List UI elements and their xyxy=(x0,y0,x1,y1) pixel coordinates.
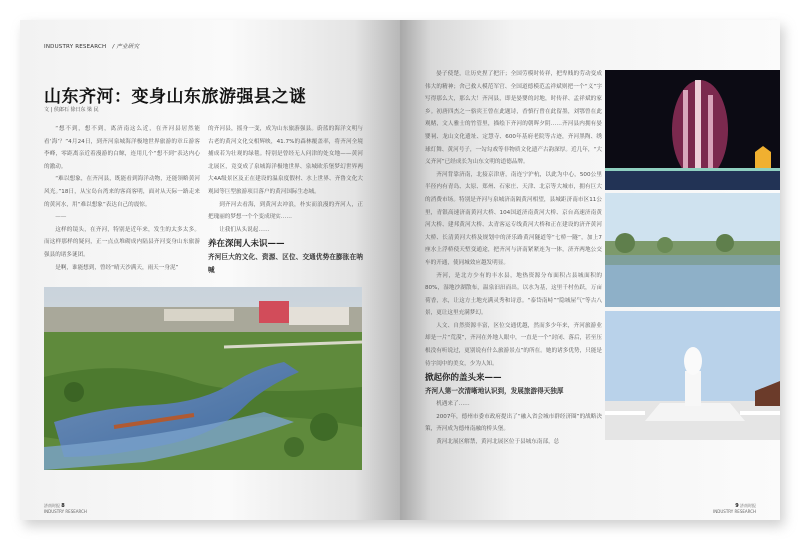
separator: —— xyxy=(55,214,67,221)
paragraph: 让我们从头说起…… xyxy=(219,226,270,233)
article-title: 山东齐河：变身山东旅游强县之谜 xyxy=(44,87,307,107)
statue-photo xyxy=(605,311,780,440)
left-folio xyxy=(44,503,87,514)
lake-photo xyxy=(605,193,780,307)
river-park-photo xyxy=(44,287,362,470)
paragraph: 齐河背靠济南，北接京津唐，南连宁沪杭，以此为中心，500公里半径内有青岛、太原、郑州、石家庄、天津、北京等大城市，拥有巨大的消费市场。特别是齐河与泉城济南隔黄河相望，县城距济南市区11公里，青银高速济南黄河大桥、104国道济南黄河大桥、京台高速济南黄河大桥、建邦黄河大桥、太青客运专线黄河大桥和正在建设的济齐黄河大桥、长清黄河大桥及规划中的济乐路黄河隧道等“七桥一隧”，加上7座水上浮桥使天堑变通途，把齐河与济南紧紧连为一体，济齐两地公交车的开通，使同城效应越发明显。 xyxy=(425,171,602,266)
paragraph: 齐河，是北方少有的丰水县，地热资源分布面积占县城面积的80%，湿地沙湖散布，温泉汩汩而出。以水为基，这里千村鱼跃，万亩荷香，水，让这方土地充满灵秀和诗意。“泰岱南峙”“隐城屋气”等古八景，更让这里充满梦幻。 xyxy=(425,272,602,317)
folio-label-en: INDUSTRY RESEARCH xyxy=(713,509,756,514)
section-heading: 掀起你的盖头来—— xyxy=(425,373,502,384)
section-cn: / 产业研究 xyxy=(112,44,140,50)
paragraph: “想不到，想不到，离济南这么近，在齐河县居然能看‘海’？”4月24日，到齐河泉城海洋极地世界旅游的章丘游客李峰，零距离亲近着漫游的白鲸，连用几个“想不到”表达内心的激动。 xyxy=(44,126,200,170)
page-number: 8 xyxy=(61,503,65,509)
column-2 xyxy=(208,123,363,277)
folio-label-en: INDUSTRY RESEARCH xyxy=(44,509,87,514)
right-page xyxy=(400,20,780,520)
paragraph: 到齐河去看海，到黄河去冲浪，朴实而浪漫的齐河人，正把瑰丽的梦想一个个变成现实…… xyxy=(208,201,363,221)
paragraph: 2007年，德州市委市政府提出了“融入省会城市群经济圈”的战略决策，齐河成为德州南融的桥头堡。 xyxy=(425,413,602,433)
paragraph: 人文、自然资源丰富，区位交通优越，然而多少年来，齐河旅游业却是一片“荒漠”，齐河在外地人眼中，一直是一个“封闭、落后，甚至压根没有听说过，更别说有什么旅游景点”的所在。她的诸多优势，只能是待字闺中的美女，少为人知。 xyxy=(425,322,602,367)
right-folio xyxy=(713,503,756,514)
section-header xyxy=(44,42,139,50)
left-page xyxy=(20,20,400,520)
section-heading: 养在深闺人未识—— xyxy=(208,239,285,250)
section-subheading: 齐河人第一次清晰地认识到，发展旅游得天独厚 xyxy=(425,387,564,396)
paragraph: 黄河北展区解禁，黄河北展区位于县城东南部，总 xyxy=(436,439,560,446)
section-en: INDUSTRY RESEARCH xyxy=(44,44,107,50)
column-1 xyxy=(44,123,200,274)
paragraph: 这样的镜头，在齐河，特别是近年来，发生的太多太多。而这样那样的疑问，正一点点堆砌成内陆县齐河变身山东旅游强县的诸多谜团。 xyxy=(44,226,200,258)
folio-label: 济南时报 xyxy=(740,503,756,508)
paragraph: “难以想象，在齐河县，既能看到海洋动物，还能领略黄河风光。”18日，从宝岛台湾来的客商客明，面对从天际一路走来的黄河水，用“难以想象”表达自己的震惊。 xyxy=(44,176,200,208)
fountain-night-photo xyxy=(605,70,780,190)
section-subheading: 齐河巨大的文化、资源、区位、交通优势在膨胀在呐喊 xyxy=(208,253,363,275)
page-number: 9 xyxy=(735,503,739,509)
paragraph: 机遇来了…… xyxy=(436,401,470,408)
folio-label: 济南时报 xyxy=(44,503,60,508)
byline: 文 | 侯郎石 徐日东 梁 民 xyxy=(44,107,99,113)
paragraph: 的齐河县，摇身一变，成为山东旅游强县。蔚蓝的海洋文明与古老的黄河文化交相辉映，41.7%的森林覆盖率，将齐河全境捕成若为壮观的绿毯。特别是曾经无人问津的处女地——黄河北展区，竟变成了泉城海洋极地世界、泉城欧乐堡梦幻世界两大4A级景区及正在建设的温泉度假村、水上世界、齐鲁文化大观园等巨型旅游项目落户的黄河国际生态城。 xyxy=(208,126,363,195)
paragraph: 晏子使楚，让历史捏了把汗；全国劳模时传祥，把卑贱的劳动变成伟大的精神；舍己救人模范军官、全国道德模范孟祥斌则把一个“义”字写得那么大，那么大！齐河县，即是晏婴的封地，时传祥、孟祥斌的家乡。初唐四杰之一骆宾王曾在此题诗，香慎行曾在此留墨，刘鄂曾在此观赌，文人雅士的竹管里，描绘下齐河的朝晖夕阴……齐河县内拥有晏婴祠、龙山文化遗址、定慧寺、600年基府老院等古迹，齐河黑陶、绣球灯舞、黄河号子，一勾勾戏等非物质文化遗产古韵深厚。近几年，“大义齐河”已经成长为山东文明的道德品牌。 xyxy=(425,71,602,166)
right-column xyxy=(425,68,602,449)
paragraph: 是啊，谁能想到，曾经“晴天沙满天，雨天一身泥” xyxy=(55,264,179,271)
